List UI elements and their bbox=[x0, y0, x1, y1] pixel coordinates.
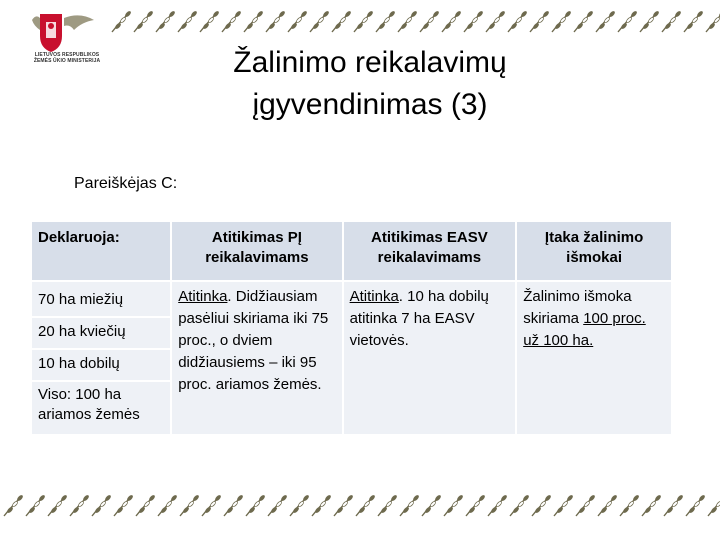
leaf-icon bbox=[378, 495, 397, 516]
leaf-icon bbox=[332, 11, 351, 32]
leaf-icon bbox=[598, 495, 617, 516]
leaf-icon bbox=[510, 495, 529, 516]
leaf-icon bbox=[134, 11, 153, 32]
leaf-icon bbox=[200, 11, 219, 32]
leaf-icon bbox=[334, 495, 353, 516]
requirements-table bbox=[30, 220, 673, 436]
bottom-wreath-border bbox=[0, 490, 720, 524]
leaf-icon bbox=[642, 495, 661, 516]
leaf-icon bbox=[112, 11, 131, 32]
leaf-icon bbox=[708, 495, 720, 516]
pi-text: Didžiausiam pasėliui skiriama iki 75 proc., o dviem didžiausiems – iki 95 proc. ariamos žemės. bbox=[178, 288, 329, 393]
leaf-icon bbox=[420, 11, 439, 32]
leaf-icon bbox=[158, 495, 177, 516]
leaf-icon bbox=[466, 495, 485, 516]
leaf-icon bbox=[488, 495, 507, 516]
leaf-icon bbox=[442, 11, 461, 32]
impact-text: Žalinimo išmoka skiriama bbox=[523, 288, 632, 327]
leaf-icon bbox=[576, 495, 595, 516]
leaf-icon bbox=[180, 495, 199, 516]
header-impact: Įtaka žalinimo išmokai bbox=[516, 221, 672, 281]
header-easv: Atitikimas EASV reikalavimams bbox=[343, 221, 517, 281]
leaf-icon bbox=[422, 495, 441, 516]
impact-cell bbox=[516, 281, 672, 435]
logo-caption-line1: LIETUVOS RESPUBLIKOS bbox=[34, 52, 100, 58]
logo-caption bbox=[22, 52, 112, 64]
leaf-icon bbox=[486, 11, 505, 32]
leaf-icon bbox=[530, 11, 549, 32]
declared-total: Viso: 100 ha ariamos žemės bbox=[38, 386, 140, 423]
leaf-icon bbox=[26, 495, 45, 516]
leaf-icon bbox=[376, 11, 395, 32]
leaf-icon bbox=[136, 495, 155, 516]
leaf-icon bbox=[288, 11, 307, 32]
pi-cell: Atitinka. Didžiausiam pasėliui skiriama iki 75 proc., o dviem didžiausiems – iki 95 proc. ariamos žemės. bbox=[171, 281, 342, 435]
header-pi: Atitikimas PĮ reikalavimams bbox=[171, 221, 342, 281]
leaf-icon bbox=[618, 11, 637, 32]
declared-item: 70 ha miežių bbox=[32, 286, 170, 318]
impact-area: už 100 ha. bbox=[523, 332, 594, 349]
declared-item: 20 ha kviečių bbox=[32, 318, 170, 350]
leaf-icon bbox=[640, 11, 659, 32]
leaf-icon bbox=[444, 495, 463, 516]
leaf-icon bbox=[554, 495, 573, 516]
leaf-icon bbox=[574, 11, 593, 32]
easv-cell: Atitinka. 10 ha dobilų atitinka 7 ha EASV vietovės. bbox=[343, 281, 517, 435]
leaf-icon bbox=[222, 11, 241, 32]
leaf-icon bbox=[156, 11, 175, 32]
table-row bbox=[31, 281, 672, 435]
leaf-icon bbox=[70, 495, 89, 516]
header-declared: Deklaruoja: bbox=[31, 221, 171, 281]
top-wreath-border bbox=[108, 6, 720, 40]
leaf-icon bbox=[532, 495, 551, 516]
leaf-icon bbox=[244, 11, 263, 32]
applicant-label: Pareiškėjas C: bbox=[74, 175, 178, 192]
leaf-icon bbox=[4, 495, 23, 516]
leaf-icon bbox=[706, 11, 720, 32]
logo-caption-line2: ŽEMĖS ŪKIO MINISTERIJA bbox=[33, 58, 101, 64]
leaf-icon bbox=[48, 495, 67, 516]
leaf-icon bbox=[686, 495, 705, 516]
leaf-icon bbox=[290, 495, 309, 516]
leaf-icon bbox=[620, 495, 639, 516]
leaf-icon bbox=[310, 11, 329, 32]
pi-status: Atitinka bbox=[178, 288, 228, 305]
leaf-icon bbox=[354, 11, 373, 32]
declared-cell bbox=[31, 281, 171, 435]
title-line1: Žalinimo reikalavimų bbox=[233, 46, 507, 79]
leaf-icon bbox=[508, 11, 527, 32]
leaf-icon bbox=[596, 11, 615, 32]
leaf-icon bbox=[662, 11, 681, 32]
leaf-icon bbox=[664, 495, 683, 516]
page-title bbox=[170, 42, 570, 126]
title-line2: įgyvendinimas (3) bbox=[252, 88, 488, 121]
easv-status: Atitinka bbox=[349, 288, 399, 305]
leaf-icon bbox=[464, 11, 483, 32]
impact-percent: 100 proc. bbox=[583, 310, 646, 327]
table-header-row bbox=[31, 221, 672, 281]
leaf-icon bbox=[552, 11, 571, 32]
leaf-icon bbox=[202, 495, 221, 516]
declared-item: 10 ha dobilų bbox=[32, 350, 170, 382]
leaf-icon bbox=[178, 11, 197, 32]
leaf-icon bbox=[400, 495, 419, 516]
leaf-icon bbox=[92, 495, 111, 516]
leaf-icon bbox=[224, 495, 243, 516]
easv-text: 10 ha dobilų atitinka 7 ha EASV vietovės. bbox=[349, 288, 489, 349]
leaf-icon bbox=[268, 495, 287, 516]
leaf-icon bbox=[356, 495, 375, 516]
leaf-icon bbox=[398, 11, 417, 32]
leaf-icon bbox=[114, 495, 133, 516]
leaf-icon bbox=[312, 495, 331, 516]
leaf-icon bbox=[246, 495, 265, 516]
leaf-icon bbox=[684, 11, 703, 32]
leaf-icon bbox=[266, 11, 285, 32]
